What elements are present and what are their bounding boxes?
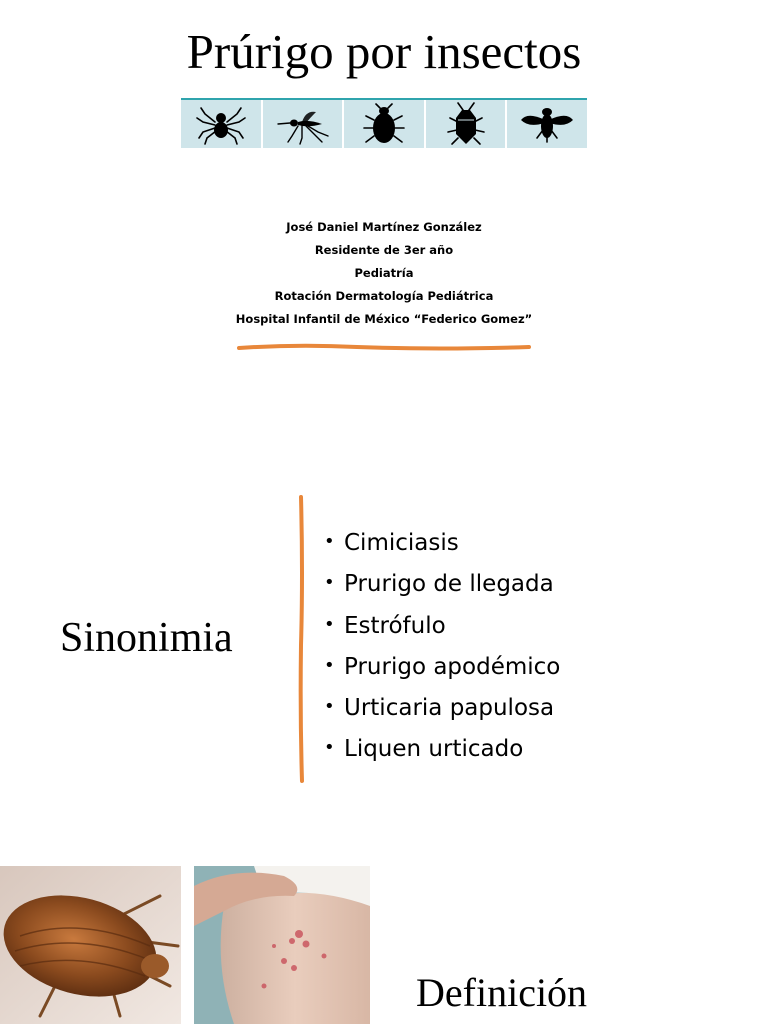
bug-icon bbox=[436, 102, 496, 146]
fly-icon bbox=[517, 102, 577, 146]
bullet-icon: • bbox=[324, 572, 335, 594]
definicion-heading: Definición bbox=[416, 970, 588, 1015]
bullet-icon: • bbox=[324, 737, 335, 759]
list-item: • Urticaria papulosa bbox=[324, 687, 560, 728]
skin-lesions-photo bbox=[194, 866, 370, 1024]
author-role: Residente de 3er año bbox=[314, 243, 454, 257]
list-item: • Prurigo apodémico bbox=[324, 646, 560, 687]
author-specialty: Pediatría bbox=[354, 266, 414, 280]
orange-vertical-divider bbox=[296, 495, 308, 785]
beetle-icon bbox=[354, 102, 414, 146]
orange-divider bbox=[237, 341, 531, 355]
list-item: • Prurigo de llegada bbox=[324, 563, 560, 604]
author-rotation: Rotación Dermatología Pediátrica bbox=[274, 289, 494, 303]
bullet-icon: • bbox=[324, 531, 335, 552]
author-info bbox=[0, 216, 768, 331]
spider-icon bbox=[191, 102, 251, 146]
list-item: • Estrófulo bbox=[324, 605, 560, 646]
bullet-icon: • bbox=[324, 613, 335, 635]
author-name: José Daniel Martínez González bbox=[286, 220, 482, 234]
list-item: • Cimiciasis bbox=[324, 522, 560, 563]
insect-icon-strip bbox=[181, 98, 587, 148]
mosquito-icon bbox=[272, 102, 332, 146]
sinonimia-heading: Sinonimia bbox=[60, 615, 233, 661]
bullet-icon: • bbox=[324, 696, 335, 718]
presentation-title: Prúrigo por insectos bbox=[186, 24, 582, 79]
bedbug-photo bbox=[0, 866, 181, 1024]
synonym-list bbox=[324, 522, 560, 770]
list-item: • Liquen urticado bbox=[324, 728, 560, 769]
bullet-icon: • bbox=[324, 654, 335, 676]
author-hospital: Hospital Infantil de México “Federico Gomez” bbox=[235, 312, 533, 326]
